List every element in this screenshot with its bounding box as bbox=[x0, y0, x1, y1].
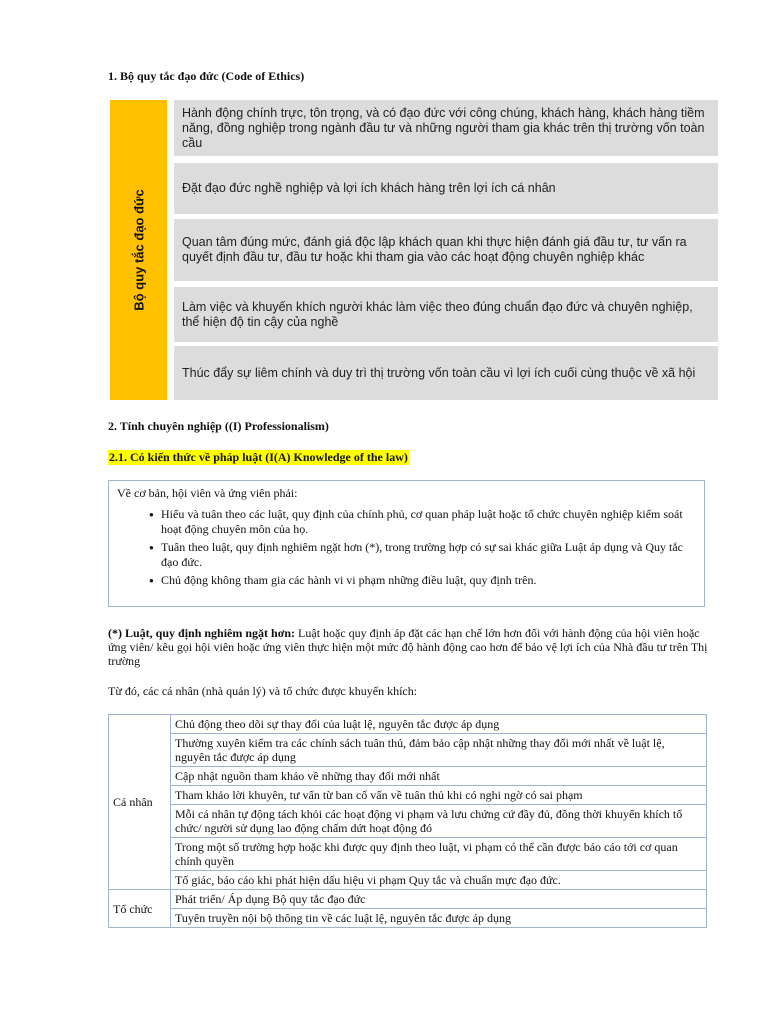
encouraged-actions-table bbox=[108, 714, 707, 928]
law-bullet: ● Tuân theo luật, quy định nghiêm ngặt hơn (*), trong trường hợp có sự sai khác giữa Luật áp dụng và Quy tắc đạo đức. bbox=[161, 540, 696, 570]
table-cell: Tố giác, báo cáo khi phát hiện dấu hiệu vi phạm Quy tắc và chuẩn mực đạo đức. bbox=[171, 871, 707, 890]
table-row bbox=[109, 838, 707, 871]
ethics-item-1: Hành động chính trực, tôn trọng, và có đạo đức với công chúng, khách hàng, khách hàng tiềm năng, đồng nghiệp trong ngành đầu tư và những người tham gia khác trên thị trường vốn toàn cầu bbox=[174, 100, 718, 156]
ethics-side-bar bbox=[110, 100, 167, 400]
table-cell: Mỗi cá nhân tự động tách khỏi các hoạt động vi phạm và lưu chứng cứ đầy đủ, đồng thời khuyến khích tổ chức/ người sử dụng lao động chấm dứt hoạt động đó bbox=[171, 805, 707, 838]
table-cell: Thường xuyên kiểm tra các chính sách tuân thủ, đảm bảo cập nhật những thay đổi mới nhất về luật lệ, nguyên tắc được áp dụng bbox=[171, 734, 707, 767]
ethics-side-label: Bộ quy tắc đạo đức bbox=[131, 189, 146, 311]
table-row bbox=[109, 890, 707, 909]
note-text: Luật hoặc quy định áp đặt các hạn chế lớn hơn đối với hành động của hội viên hoặc ứng viên/ kêu gọi hội viên hoặc ứng viên thực hiện một mức độ hành động cao hơn để bảo vệ lợi ích của Nhà đầu tư trên Thị trường bbox=[108, 626, 708, 668]
organization-group-label: Tổ chức bbox=[109, 890, 171, 928]
table-row bbox=[109, 805, 707, 838]
individual-group-label: Cá nhân bbox=[109, 715, 171, 890]
table-cell: Trong một số trường hợp hoặc khi được quy định theo luật, vi phạm có thể cần được báo cáo tới cơ quan chính quyền bbox=[171, 838, 707, 871]
table-cell: Cập nhật nguồn tham khảo về những thay đổi mới nhất bbox=[171, 767, 707, 786]
ethics-item-4: Làm việc và khuyến khích người khác làm việc theo đúng chuẩn đạo đức và chuyên nghiệp, thể hiện độ tin cậy của nghề bbox=[174, 287, 718, 342]
law-intro: Về cơ bản, hội viên và ứng viên phải: bbox=[117, 486, 298, 500]
law-bullet: ● Chủ động không tham gia các hành vi vi phạm những điều luật, quy định trên. bbox=[161, 573, 696, 588]
table-cell: Tham khảo lời khuyên, tư vấn từ ban cố vấn về tuân thủ khi có nghi ngờ có sai phạm bbox=[171, 786, 707, 805]
table-row bbox=[109, 909, 707, 928]
ethics-item-5: Thúc đẩy sự liêm chính và duy trì thị trường vốn toàn cầu vì lợi ích cuối cùng thuộc về xã hội bbox=[174, 346, 718, 400]
note-term: (*) Luật, quy định nghiêm ngặt hơn: bbox=[108, 626, 296, 640]
stricter-law-note bbox=[108, 626, 708, 668]
section-1-heading: 1. Bộ quy tắc đạo đức (Code of Ethics) bbox=[108, 69, 305, 83]
table-cell: Tuyên truyền nội bộ thông tin về các luật lệ, nguyên tắc được áp dụng bbox=[171, 909, 707, 928]
table-row bbox=[109, 767, 707, 786]
law-bullet: ● Hiểu và tuân theo các luật, quy định của chính phủ, cơ quan pháp luật hoặc tổ chức chuyên nghiệp kiểm soát hoạt động chuyên môn của họ. bbox=[161, 507, 696, 537]
encouraged-intro: Từ đó, các cá nhân (nhà quản lý) và tổ chức được khuyến khích: bbox=[108, 684, 418, 698]
section-2-1-heading: 2.1. Có kiến thức về pháp luật (I(A) Knowledge of the law) bbox=[109, 450, 408, 464]
table-cell: Phát triển/ Áp dụng Bộ quy tắc đạo đức bbox=[171, 890, 707, 909]
table-row bbox=[109, 715, 707, 734]
ethics-item-3: Quan tâm đúng mức, đánh giá độc lập khách quan khi thực hiện đánh giá đầu tư, tư vấn ra quyết định đầu tư, đầu tư hoặc khi tham gia vào các hoạt động chuyên nghiệp khác bbox=[174, 219, 718, 281]
table-row bbox=[109, 786, 707, 805]
section-2-heading: 2. Tính chuyên nghiệp ((I) Professionalism) bbox=[108, 419, 329, 433]
table-row bbox=[109, 734, 707, 767]
law-requirements-box bbox=[108, 480, 705, 607]
table-row bbox=[109, 871, 707, 890]
law-bullet-list bbox=[117, 507, 696, 588]
ethics-item-2: Đặt đạo đức nghề nghiệp và lợi ích khách hàng trên lợi ích cá nhân bbox=[174, 163, 718, 214]
table-cell: Chủ động theo dõi sự thay đổi của luật lệ, nguyên tắc được áp dụng bbox=[171, 715, 707, 734]
